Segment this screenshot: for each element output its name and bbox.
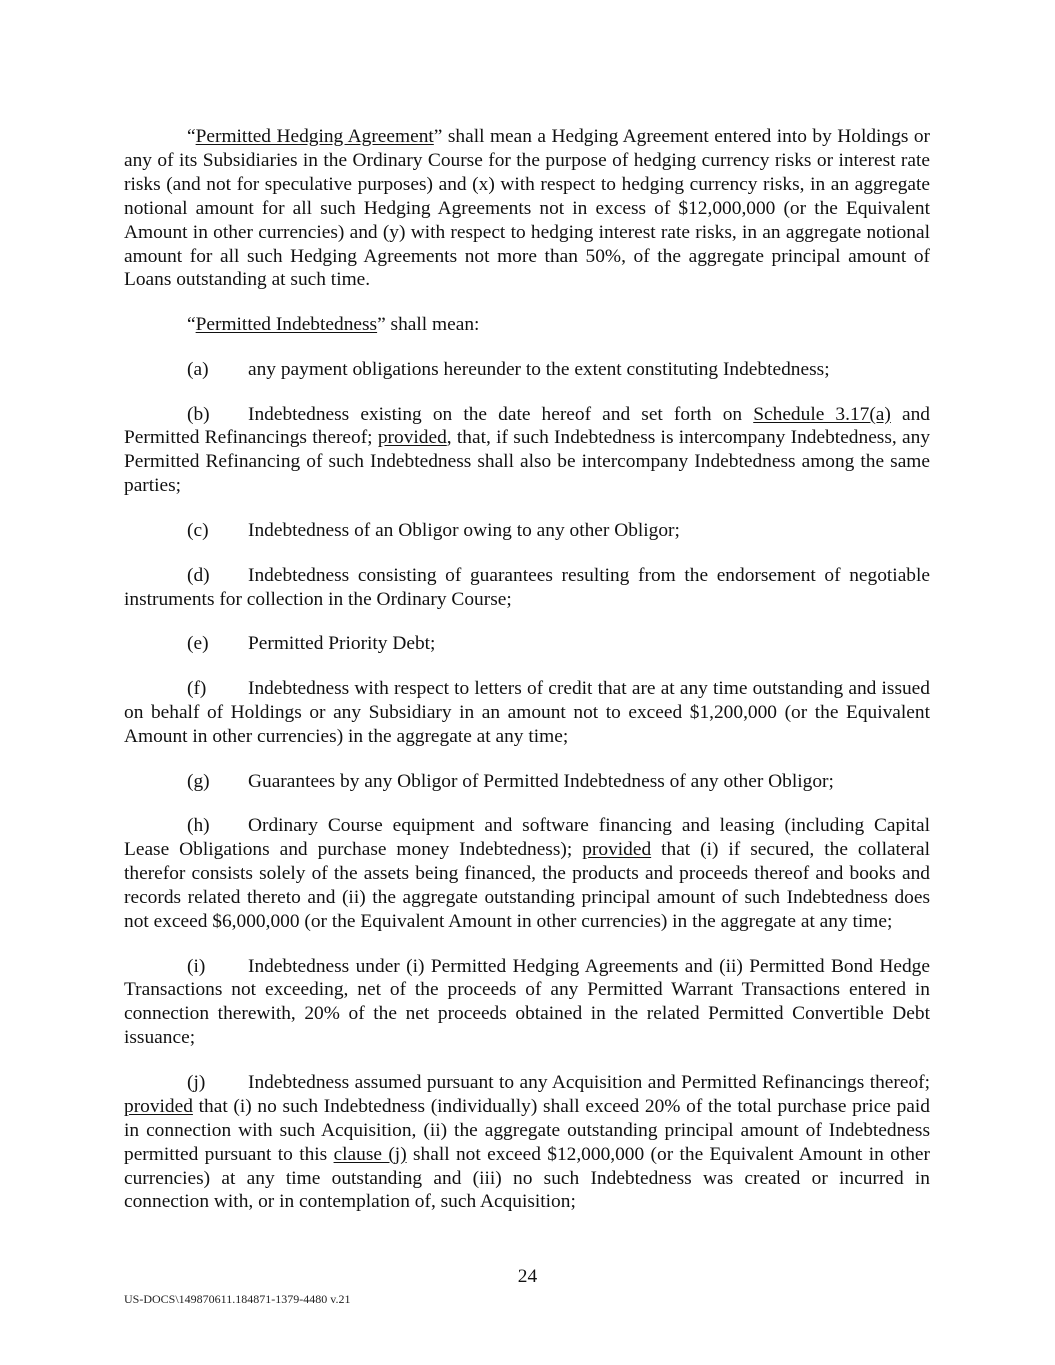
clause-text: that (i) if secured, the collateral therefor consists solely of the assets being financed, the products and proceeds thereof and books and records related thereto and (ii) the aggregate outstanding principal amount of such Indebtedness does not exceed $6,000,000 (or the Equivalent Amount in other currencies) in the aggregate at any time; (124, 839, 931, 932)
clause-a (124, 358, 930, 382)
clause-e (124, 632, 930, 656)
clause-d (124, 564, 930, 612)
clause-label: (g) (187, 770, 210, 792)
open-quote: “ (187, 126, 196, 147)
clause-i (124, 955, 930, 1051)
clause-text: and Permitted Refinancings thereof; (124, 403, 930, 449)
defined-term: Permitted Indebtedness (195, 314, 378, 336)
clause-label: (a) (187, 358, 209, 380)
clause-text: that (i) no such Indebtedness (individually) shall exceed 20% of the total purchase price paid in connection with such Acquisition, (ii) the aggregate outstanding principal amount of Indebtedness permitted pursuant to this (124, 1095, 930, 1165)
clause-text: , that, if such Indebtedness is intercompany Indebtedness, any Permitted Refinancing of such Indebtedness shall also be intercompany Indebtedness among the same parties; (124, 427, 931, 497)
document-footer: US-DOCS\149870611.184871-1379-4480 v.21 (124, 1292, 351, 1306)
clause-label: (i) (187, 955, 206, 977)
clause-j (124, 1071, 930, 1214)
clause-g (124, 770, 930, 794)
clause-text: Permitted Priority Debt; (248, 633, 436, 655)
clause-text: Ordinary Course equipment and software financing and leasing (including Capital Lease Obligations and purchase money Indebtedness); (124, 815, 930, 861)
clause-label: (e) (187, 633, 209, 655)
page-number: 24 (517, 1266, 538, 1287)
clause-h (124, 814, 930, 934)
clause-label: (b) (187, 403, 210, 425)
clause-text: Indebtedness existing on the date hereof and set forth on (248, 403, 754, 425)
document-body (124, 125, 930, 1235)
proviso-term: provided (377, 427, 447, 449)
clause-b (124, 403, 930, 499)
clause-f (124, 677, 930, 749)
schedule-reference: Schedule 3.17(a) (753, 403, 891, 425)
clause-text: Indebtedness consisting of guarantees resulting from the endorsement of negotiable instruments for collection in the Ordinary Course; (124, 564, 930, 610)
definition-permitted-hedging-agreement (124, 125, 930, 292)
clause-label: (f) (187, 677, 207, 699)
clause-label: (d) (187, 564, 210, 586)
clause-label: (j) (187, 1071, 206, 1093)
clause-label: (c) (187, 519, 209, 541)
proviso-term: provided (124, 1095, 193, 1117)
clause-text: Indebtedness assumed pursuant to any Acquisition and Permitted Refinancings thereof; (248, 1071, 930, 1093)
clause-text: any payment obligations hereunder to the extent constituting Indebtedness; (248, 358, 830, 380)
clause-c (124, 519, 930, 543)
clause-text: shall not exceed $12,000,000 (or the Equivalent Amount in other currencies) at any time outstanding and (iii) no such Indebtedness was created or incurred in connection with, or in contemplation of, such Acquisition; (124, 1143, 930, 1213)
definition-permitted-indebtedness (124, 313, 930, 337)
defined-term: Permitted Hedging Agreement (195, 126, 434, 147)
clause-text: Indebtedness of an Obligor owing to any other Obligor; (248, 519, 680, 541)
open-quote: “ (187, 314, 196, 336)
clause-text: Indebtedness under (i) Permitted Hedging Agreements and (ii) Permitted Bond Hedge Transactions not exceeding, net of the proceeds of any Permitted Warrant Transactions entered in connection therewith, 20% of the net proceeds obtained in the related Permitted Convertible Debt issuance; (124, 955, 930, 1049)
clause-label: (h) (187, 815, 210, 837)
definition-text: ” shall mean a Hedging Agreement entered into by Holdings or any of its Subsidiaries in the Ordinary Course for the purpose of hedging currency risks or interest rate risks (and not for speculative purposes) and (x) with respect to hedging currency risks, in an aggregate notional amount for all such Hedging Agreements not in excess of $12,000,000 (or the Equivalent Amount in other currencies) and (y) with respect to hedging interest rate risks, in an aggregate notional amount for all such Hedging Agreements not more than 50%, of the aggregate principal amount of Loans outstanding at such time. (124, 126, 930, 291)
proviso-term: provided (582, 839, 652, 861)
clause-text: Indebtedness with respect to letters of credit that are at any time outstanding and issued on behalf of Holdings or any Subsidiary in an amount not to exceed $1,200,000 (or the Equivalent Amount in other currencies) in the aggregate at any time; (124, 677, 930, 747)
clause-text: Guarantees by any Obligor of Permitted Indebtedness of any other Obligor; (248, 770, 834, 792)
definition-text: ” shall mean: (377, 314, 480, 336)
clause-reference: clause (j) (333, 1143, 407, 1165)
